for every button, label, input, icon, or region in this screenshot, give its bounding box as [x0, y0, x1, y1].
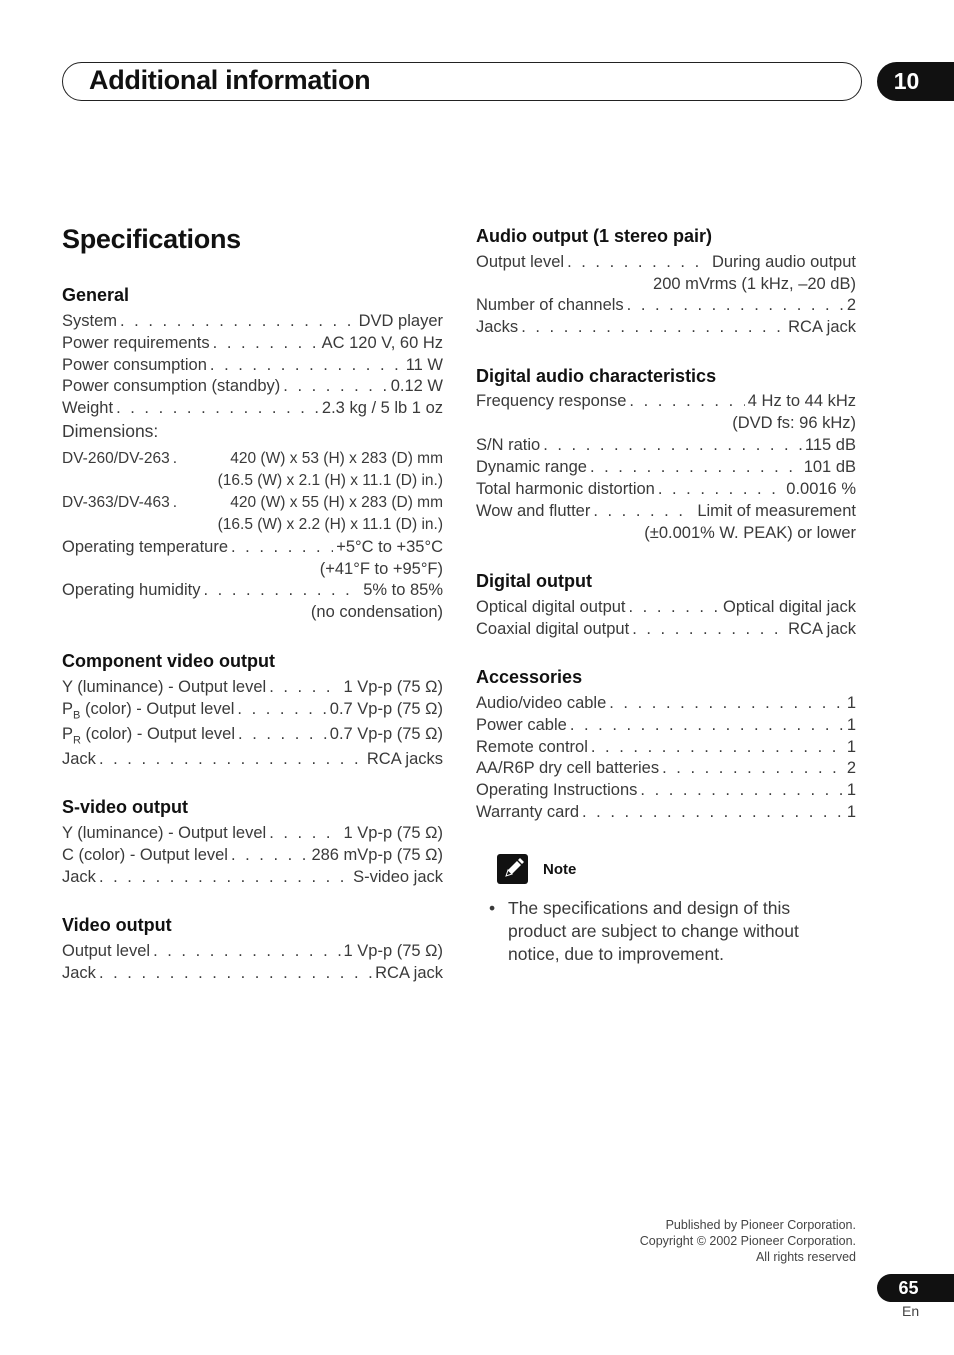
section-svideo-title: S-video output	[62, 797, 188, 817]
note-bullet-item	[489, 897, 849, 966]
spec-row-audio-level: Output level . . . During audio output	[476, 251, 856, 273]
spec-row-optical-output: Optical digital output . . . Optical digital jack	[476, 596, 856, 618]
spec-row-batteries: AA/R6P dry cell batteries . . . 2	[476, 757, 856, 779]
audio-level-value-cont: 200 mVrms (1 kHz, –20 dB)	[653, 275, 856, 293]
spec-row-video-jack: Jack . . . RCA jack	[62, 962, 443, 984]
spec-row-power-requirements: Power requirements . . . AC 120 V, 60 Hz	[62, 332, 443, 354]
spec-row-weight: Weight . . . 2.3 kg / 5 lb 1 oz	[62, 397, 443, 419]
spec-row-warranty-card: Warranty card . . . 1	[476, 801, 856, 823]
spec-row-dimensions-dv363: DV-363/DV-463 . . . 420 (W) x 55 (H) x 283 (D) mm	[62, 492, 443, 514]
section-digital-output-title: Digital output	[476, 571, 592, 591]
spec-row-dynamic-range: Dynamic range . . . 101 dB	[476, 456, 856, 478]
wow-flutter-cont: (±0.001% W. PEAK) or lower	[644, 524, 856, 542]
section-video-title: Video output	[62, 915, 172, 935]
spec-row-power-consumption: Power consumption . . . 11 W	[62, 354, 443, 376]
chapter-number-tab: 10	[877, 62, 954, 101]
spec-row-operating-humidity: Operating humidity . . . 5% to 85%	[62, 579, 443, 601]
dimensions-dv260-inches: (16.5 (W) x 2.1 (H) x 11.1 (D) in.)	[217, 472, 443, 489]
spec-row-video-level: Output level . . . 1 Vp-p (75 Ω)	[62, 940, 443, 962]
spec-row-system: System . . . DVD player	[62, 310, 443, 332]
language-code: En	[902, 1303, 920, 1319]
chapter-header	[62, 62, 862, 101]
spec-row-coaxial-output: Coaxial digital output . . . RCA jack	[476, 618, 856, 640]
spec-row-power-cable: Power cable . . . 1	[476, 714, 856, 736]
page-title: Specifications	[62, 224, 241, 254]
publisher-line: Published by Pioneer Corporation.	[665, 1218, 856, 1232]
copyright-line: Copyright © 2002 Pioneer Corporation.	[639, 1234, 856, 1248]
spec-row-power-standby: Power consumption (standby) . . . 0.12 W	[62, 375, 443, 397]
chapter-title: Additional information	[89, 65, 371, 95]
spec-row-svideo-c: C (color) - Output level . . . 286 mVp-p (75 Ω)	[62, 844, 443, 866]
spec-row-remote-control: Remote control . . . 1	[476, 736, 856, 758]
spec-row-svideo-y: Y (luminance) - Output level . . . 1 Vp-p (75 Ω)	[62, 822, 443, 844]
spec-row-svideo-jack: Jack . . . S-video jack	[62, 866, 443, 888]
publisher-info	[600, 1217, 856, 1265]
page-number: 65	[877, 1274, 954, 1302]
frequency-response-cont: (DVD fs: 96 kHz)	[732, 414, 856, 432]
section-digital-audio-title: Digital audio characteristics	[476, 366, 717, 386]
section-audio-title: Audio output (1 stereo pair)	[476, 226, 712, 246]
spec-row-av-cable: Audio/video cable . . . 1	[476, 692, 856, 714]
section-general-title: General	[62, 285, 130, 305]
spec-row-frequency-response: Frequency response . . . 4 Hz to 44 kHz	[476, 390, 856, 412]
dimensions-dv363-inches: (16.5 (W) x 2.2 (H) x 11.1 (D) in.)	[217, 516, 443, 533]
rights-line: All rights reserved	[755, 1250, 856, 1264]
spec-row-operating-temperature: Operating temperature . . . +5°C to +35°C	[62, 536, 443, 558]
spec-row-operating-instructions: Operating Instructions . . . 1	[476, 779, 856, 801]
dimensions-label: Dimensions:	[62, 421, 159, 441]
bullet-glyph: •	[489, 898, 496, 918]
spec-row-wow-flutter: Wow and flutter . . . Limit of measurement	[476, 500, 856, 522]
spec-row-component-pb: $P_B$ (color) - Output level . . . 0.7 Vp-p (75 Ω)	[62, 698, 443, 720]
operating-humidity-note: (no condensation)	[310, 603, 443, 621]
section-accessories-title: Accessories	[476, 667, 583, 687]
spec-row-dimensions-dv260: DV-260/DV-263 . . . 420 (W) x 53 (H) x 283 (D) mm	[62, 448, 443, 470]
operating-temperature-fahrenheit: (+41°F to +95°F)	[319, 560, 443, 578]
note-label: Note	[543, 861, 577, 878]
spec-row-component-jack: Jack . . . RCA jacks	[62, 748, 443, 770]
spec-row-component-y: Y (luminance) - Output level . . . 1 Vp-p (75 Ω)	[62, 676, 443, 698]
pencil-icon	[497, 854, 528, 884]
spec-row-audio-jacks: Jacks . . . RCA jack	[476, 316, 856, 338]
spec-row-audio-channels: Number of channels . . . 2	[476, 294, 856, 316]
spec-row-thd: Total harmonic distortion . . . 0.0016 %	[476, 478, 856, 500]
spec-row-sn-ratio: S/N ratio . . . 115 dB	[476, 434, 856, 456]
note-text: The specifications and design of this product are subject to change without notice, due to improvement.	[508, 898, 799, 964]
section-component-title: Component video output	[62, 651, 275, 671]
spec-row-component-pr: $P_R$ (color) - Output level . . . 0.7 Vp-p (75 Ω)	[62, 723, 443, 745]
